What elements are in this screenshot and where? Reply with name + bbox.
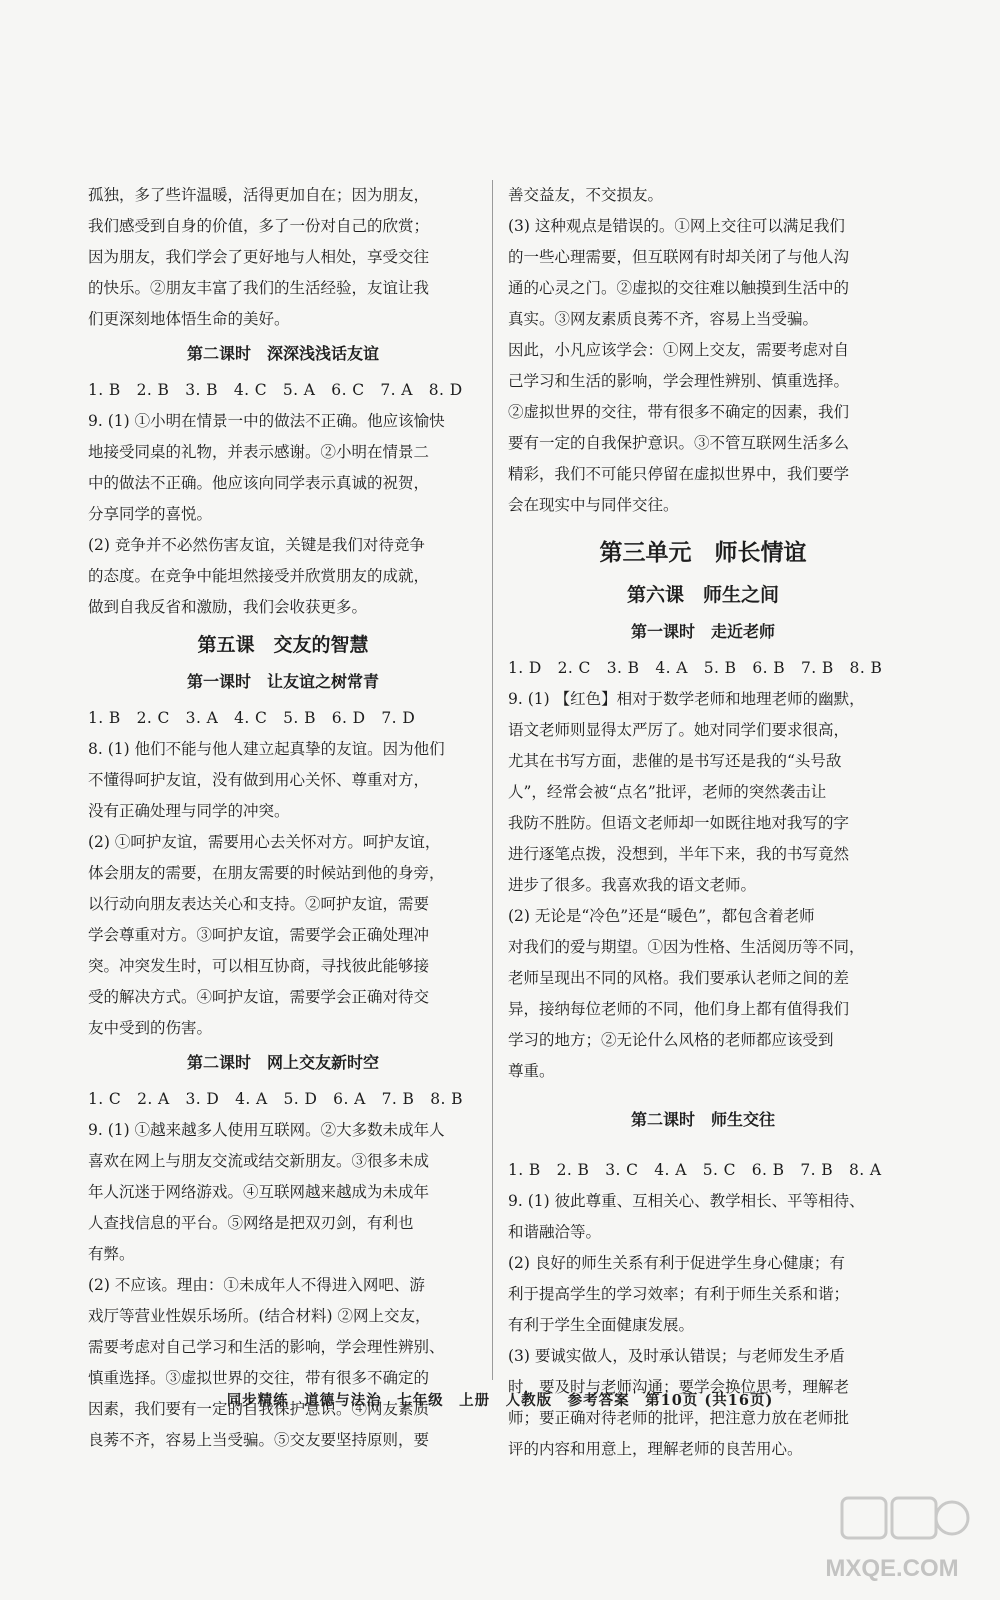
text-line: (2) 无论是“冷色”还是“暖色”，都包含着老师: [508, 907, 815, 925]
text-line: 戏厅等营业性娱乐场所。(结合材料) ②网上交友，: [88, 1307, 431, 1325]
text-line: 真实。③网友素质良莠不齐，容易上当受骗。: [508, 310, 819, 328]
section-title: 第二课时 师生交往: [630, 1110, 775, 1129]
answer-row: 1. B 2. B 3. C 4. A 5. C 6. B 7. B 8. A: [508, 1161, 882, 1179]
text-line: 善交益友，不交损友。: [508, 186, 664, 204]
text-line: 人查找信息的平台。⑤网络是把双刃剑，有利也: [88, 1214, 414, 1232]
text-line: 分享同学的喜悦。: [88, 505, 213, 523]
spacer: [508, 1087, 898, 1101]
text-line: (2) ①呵护友谊，需要用心去关怀对方。呵护友谊，: [88, 833, 441, 851]
unit-title: 第三单元 师长情谊: [599, 539, 807, 566]
text-line: 通的心灵之门。②虚拟的交往难以触摸到生活中的: [508, 279, 850, 297]
text-line: 们更深刻地体悟生命的美好。: [88, 310, 290, 328]
text-line: (2) 竞争并不必然伤害友谊，关键是我们对待竞争: [88, 536, 425, 554]
answer-row: 1. C 2. A 3. D 4. A 5. D 6. A 7. B 8. B: [88, 1090, 463, 1108]
text-line: (3) 要诚实做人，及时承认错误；与老师发生矛盾: [508, 1347, 845, 1365]
text-line: 的态度。在竞争中能坦然接受并欣赏朋友的成就，: [88, 567, 430, 585]
right-column: [508, 180, 898, 1465]
text-line: 要有一定的自我保护意识。③不管互联网生活多么: [508, 434, 850, 452]
text-line: 因为朋友，我们学会了更好地与人相处，享受交往: [88, 248, 430, 266]
text-line: 受的解决方式。④呵护友谊，需要学会正确对待交: [88, 988, 430, 1006]
text-line: 以行动向朋友表达关心和支持。②呵护友谊，需要: [88, 895, 430, 913]
text-line: 人”，经常会被“点名”批评，老师的突然袭击让: [508, 783, 827, 801]
question-8-answer: [88, 734, 478, 1044]
section-title: 第一课时 走近老师: [630, 622, 775, 641]
text-line: 进步了很多。我喜欢我的语文老师。: [508, 876, 757, 894]
lesson-title: 第六课 师生之间: [626, 584, 779, 606]
text-line: 地接受同桌的礼物，并表示感谢。②小明在情景二: [88, 443, 430, 461]
text-line: 我防不胜防。但语文老师却一如既往地对我写的字: [508, 814, 850, 832]
text-line: 友中受到的伤害。: [88, 1019, 213, 1037]
text-line: 的快乐。②朋友丰富了我们的生活经验，友谊让我: [88, 279, 430, 297]
text-line: 己学习和生活的影响，学会理性辨别、慎重选择。: [508, 372, 850, 390]
text-line: 9. (1) 彼此尊重、互相关心、教学相长、平等相待、: [508, 1192, 865, 1210]
text-line: 时，要及时与老师沟通；要学会换位思考，理解老: [508, 1378, 850, 1396]
text-line: 精彩，我们不可能只停留在虚拟世界中，我们要学: [508, 465, 850, 483]
text-line: 做到自我反省和激励，我们会收获更多。: [88, 598, 368, 616]
text-line: 因此，小凡应该学会：①网上交友，需要考虑对自: [508, 341, 850, 359]
text-line: 不懂得呵护友谊，没有做到用心关怀、尊重对方，: [88, 771, 430, 789]
text-line: 老师呈现出不同的风格。我们要承认老师之间的差: [508, 969, 850, 987]
column-divider: [492, 180, 493, 1380]
text-line: 慎重选择。③虚拟世界的交往，带有很多不确定的: [88, 1369, 430, 1387]
text-line: 评的内容和用意上，理解老师的良苦用心。: [508, 1440, 803, 1458]
text-line: 语文老师则显得太严厉了。她对同学们要求很高，: [508, 721, 850, 739]
text-line: 的一些心理需要，但互联网有时却关闭了与他人沟: [508, 248, 850, 266]
text-line: 中的做法不正确。他应该向同学表示真诚的祝贺，: [88, 474, 430, 492]
text-line: 会在现实中与同伴交往。: [508, 496, 679, 514]
answer-row: 1. B 2. B 3. B 4. C 5. A 6. C 7. A 8. D: [88, 381, 463, 399]
watermark-logo: [812, 1490, 972, 1590]
text-line: 因素，我们要有一定的自我保护意识。④网友素质: [88, 1400, 430, 1418]
text-line: 8. (1) 他们不能与他人建立起真挚的友谊。因为他们: [88, 740, 445, 758]
section-title: 第二课时 深深浅浅话友谊: [186, 344, 379, 363]
text-line: 喜欢在网上与朋友交流或结交新朋友。③很多未成: [88, 1152, 430, 1170]
spacer: [508, 1141, 898, 1155]
text-line: (2) 良好的师生关系有利于促进学生身心健康；有: [508, 1254, 845, 1272]
text-line: 9. (1) 【红色】相对于数学老师和地理老师的幽默，: [508, 690, 865, 708]
section-title: 第二课时 网上交友新时空: [186, 1053, 379, 1072]
lesson-title: 第五课 交友的智慧: [197, 634, 369, 656]
text-line: 9. (1) ①越来越多人使用互联网。②大多数未成年人: [88, 1121, 445, 1139]
answer-row: 1. B 2. C 3. A 4. C 5. B 6. D 7. D: [88, 709, 416, 727]
page-footer: 同步精练 道德与法治 七年级 上册 人教版 参考答案 第10页 (共16页): [226, 1392, 774, 1409]
text-line: ②虚拟世界的交往，带有很多不确定的因素，我们: [508, 403, 850, 421]
text-line: 和谐融洽等。: [508, 1223, 602, 1241]
text-line: 尊重。: [508, 1062, 555, 1080]
text-line: 有利于学生全面健康发展。: [508, 1316, 695, 1334]
text-line: 体会朋友的需要，在朋友需要的时候站到他的身旁，: [88, 864, 445, 882]
left-column: [88, 180, 478, 1456]
text-line: 9. (1) ①小明在情景一中的做法不正确。他应该愉快: [88, 412, 445, 430]
text-line: (2) 不应该。理由：①未成年人不得进入网吧、游: [88, 1276, 425, 1294]
text-line: 异，接纳每位老师的不同，他们身上都有值得我们: [508, 1000, 850, 1018]
text-line: (3) 这种观点是错误的。①网上交往可以满足我们: [508, 217, 845, 235]
text-line: 良莠不齐，容易上当受骗。⑤交友要坚持原则，要: [88, 1431, 430, 1449]
text-line: 我们感受到自身的价值，多了一份对自己的欣赏；: [88, 217, 430, 235]
text-line: 利于提高学生的学习效率；有利于师生关系和谐；: [508, 1285, 850, 1303]
section-title: 第一课时 让友谊之树常青: [186, 672, 379, 691]
continued-answer: [508, 180, 898, 521]
intro-paragraph: [88, 180, 478, 335]
text-line: 进行逐笔点拨，没想到，半年下来，我的书写竟然: [508, 845, 850, 863]
text-line: 突。冲突发生时，可以相互协商，寻找彼此能够接: [88, 957, 430, 975]
text-line: 需要考虑对自己学习和生活的影响，学会理性辨别、: [88, 1338, 445, 1356]
watermark-text: MXQE.COM: [825, 1555, 959, 1582]
text-line: 孤独，多了些许温暖，活得更加自在；因为朋友，: [88, 186, 430, 204]
text-line: 有弊。: [88, 1245, 135, 1263]
question-9-answer: [508, 684, 898, 1087]
text-line: 没有正确处理与同学的冲突。: [88, 802, 290, 820]
question-9-answer: [88, 406, 478, 623]
answer-row: 1. D 2. C 3. B 4. A 5. B 6. B 7. B 8. B: [508, 659, 883, 677]
text-line: 尤其在书写方面，悲催的是书写还是我的“头号敌: [508, 752, 842, 770]
question-9-answer: [508, 1186, 898, 1465]
text-line: 师；要正确对待老师的批评，把注意力放在老师批: [508, 1409, 850, 1427]
text-line: 年人沉迷于网络游戏。④互联网越来越成为未成年: [88, 1183, 430, 1201]
text-line: 学习的地方；②无论什么风格的老师都应该受到: [508, 1031, 834, 1049]
text-line: 学会尊重对方。③呵护友谊，需要学会正确处理冲: [88, 926, 430, 944]
text-line: 对我们的爱与期望。①因为性格、生活阅历等不同，: [508, 938, 865, 956]
